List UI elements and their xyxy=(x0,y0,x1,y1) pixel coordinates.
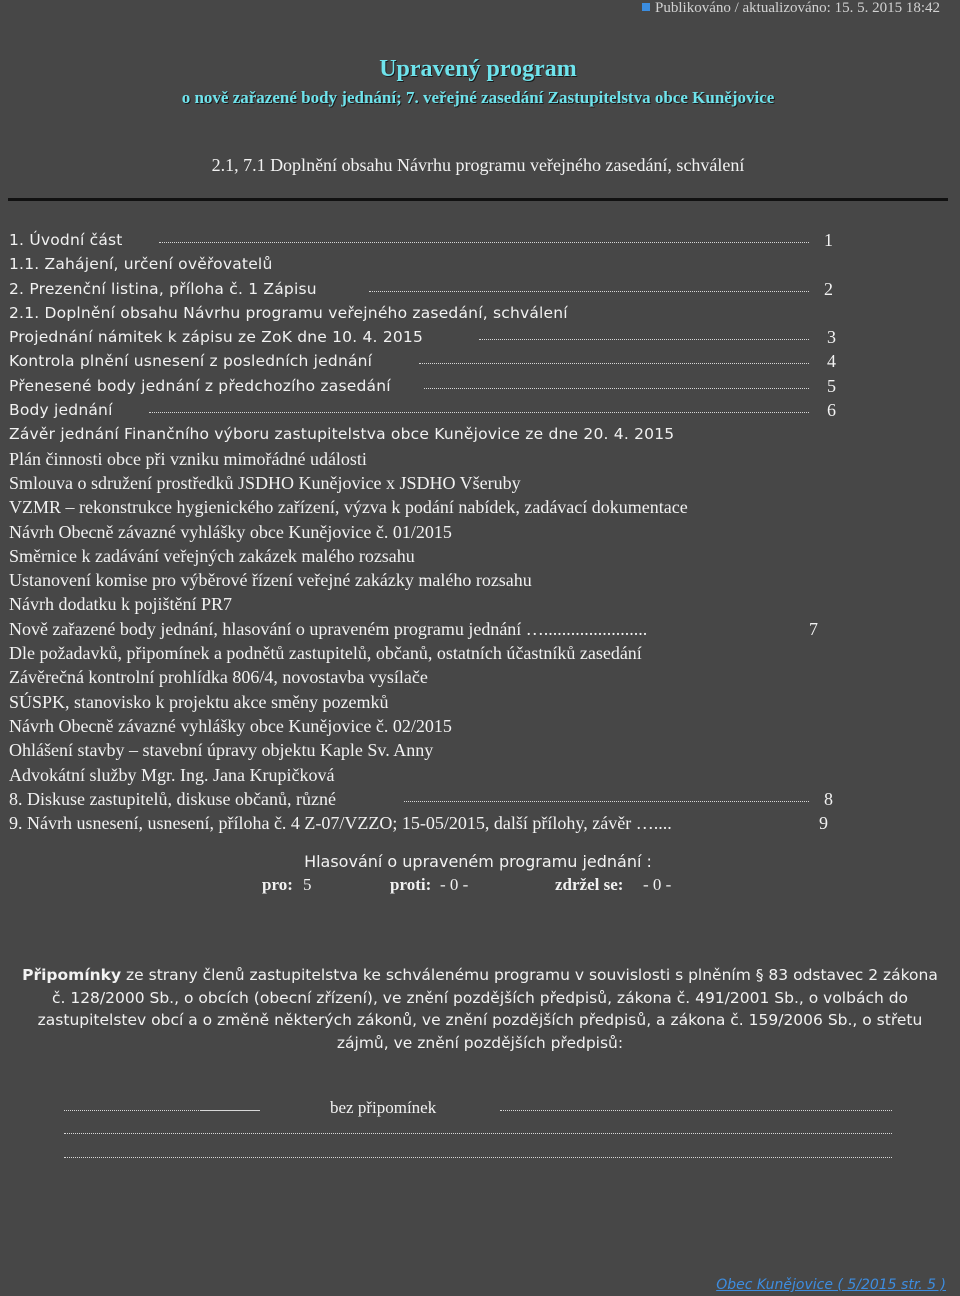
agenda-item xyxy=(9,252,939,276)
agenda-page-number: 2 xyxy=(824,278,834,299)
section-heading: 2.1, 7.1 Doplnění obsahu Návrhu programu veřejného zasedání, schválení xyxy=(211,155,745,175)
agenda-item-text: Ustanovení komise pro výběrové řízení veřejné zakázky malého rozsahu xyxy=(9,570,532,591)
agenda-item xyxy=(9,714,939,738)
leader-dots xyxy=(159,242,809,243)
agenda-item xyxy=(9,763,939,787)
agenda-item xyxy=(9,471,939,495)
solid-line xyxy=(200,1110,260,1111)
footer-link[interactable]: Obec Kunějovice ( 5/2015 str. 5 ) xyxy=(716,1277,946,1293)
agenda-item-text: Směrnice k zadávání veřejných zakázek malého rozsahu xyxy=(9,545,415,566)
agenda-item-text: Advokátní služby Mgr. Ing. Jana Krupičková xyxy=(9,764,335,785)
agenda-item-text: Závěrečná kontrolní prohlídka 806/4, novostavba vysílače xyxy=(9,667,428,688)
agenda-item xyxy=(9,374,939,398)
agenda-item-text: 1. Úvodní část xyxy=(9,231,123,249)
agenda-item-text: Přenesené body jednání z předchozího zasedání xyxy=(9,376,391,395)
agenda-page-number: 3 xyxy=(827,327,837,348)
agenda-item-text: Nově zařazené body jednání, hlasování o upraveném programu jednání …....................... xyxy=(9,618,648,639)
vote-proti-value: - 0 - xyxy=(440,875,469,894)
agenda-item xyxy=(9,690,939,714)
no-comments-text: bez připomínek xyxy=(330,1098,437,1117)
agenda-list xyxy=(9,228,939,835)
agenda-item-text: 2.1. Doplnění obsahu Návrhu programu veřejného zasedání, schválení xyxy=(9,303,568,322)
comments-text: ze strany členů zastupitelstva ke schválenému programu v souvislosti s plněním § 83 odstavec 2 zákona č. 128/2000 Sb., o obcích (obecní zřízení), ve znění pozdějších předpisů, zákona č. 491/2001 Sb., o volbách do zastupitelstev obcí a o změně některých zákonů, ve znění pozdějších předpisů, a zákona č. 159/2006 Sb., o střetu zájmů, ve znění pozdějších předpisů: xyxy=(37,966,938,1052)
agenda-item-text: Závěr jednání Finančního výboru zastupitelstva obce Kunějovice ze dne 20. 4. 2015 xyxy=(9,425,675,444)
agenda-item xyxy=(9,641,939,665)
agenda-item-text: VZMR – rekonstrukce hygienického zařízení, výzva k podání nabídek, zadávací dokumentace xyxy=(9,497,688,518)
agenda-item xyxy=(9,738,939,762)
page-title: Upravený program xyxy=(379,56,577,82)
agenda-item xyxy=(9,301,939,325)
agenda-item-text: Návrh Obecně závazné vyhlášky obce Kunějovice č. 01/2015 xyxy=(9,521,452,542)
agenda-item xyxy=(9,398,939,422)
agenda-page-number: 4 xyxy=(827,351,837,372)
agenda-item-text: Body jednání xyxy=(9,401,113,420)
agenda-item-text: Dle požadavků, připomínek a podnětů zastupitelů, občanů, ostatních účastníků zasedání xyxy=(9,643,642,664)
vote-pro-label: pro: xyxy=(262,875,293,894)
divider xyxy=(8,198,948,201)
leader-dots xyxy=(404,801,809,802)
publication-date xyxy=(642,0,940,17)
agenda-item xyxy=(9,592,939,616)
vote-proti-label: proti: xyxy=(390,875,432,894)
vote-title: Hlasování o upraveném programu jednání : xyxy=(304,852,652,871)
dotted-line xyxy=(500,1110,892,1111)
leader-dots xyxy=(419,363,809,364)
agenda-item xyxy=(9,811,939,835)
dotted-line xyxy=(64,1157,892,1158)
page-subtitle: o nově zařazené body jednání; 7. veřejné zasedání Zastupitelstva obce Kunějovice xyxy=(181,88,775,107)
square-icon xyxy=(642,3,650,11)
agenda-item xyxy=(9,544,939,568)
agenda-item-text: Projednání námitek k zápisu ze ZoK dne 10. 4. 2015 xyxy=(9,328,424,347)
agenda-item-text: Smlouva o sdružení prostředků JSDHO Kunějovice x JSDHO Všeruby xyxy=(9,472,521,493)
agenda-item-text: Návrh dodatku k pojištění PR7 xyxy=(9,594,232,615)
agenda-item-text: 8. Diskuse zastupitelů, diskuse občanů, různé xyxy=(9,788,336,809)
leader-dots xyxy=(424,388,809,389)
leader-dots xyxy=(479,339,809,340)
agenda-item-text: Ohlášení stavby – stavební úpravy objektu Kaple Sv. Anny xyxy=(9,740,434,761)
agenda-item xyxy=(9,349,939,373)
comments-paragraph xyxy=(20,964,940,1054)
agenda-item-text: Návrh Obecně závazné vyhlášky obce Kunějovice č. 02/2015 xyxy=(9,715,452,736)
publication-date-text: Publikováno / aktualizováno: 15. 5. 2015 18:42 xyxy=(655,0,940,16)
agenda-item xyxy=(9,787,939,811)
agenda-item xyxy=(9,520,939,544)
agenda-item xyxy=(9,495,939,519)
vote-zdrzel-label: zdržel se: xyxy=(555,875,624,894)
agenda-item xyxy=(9,277,939,301)
agenda-item xyxy=(9,617,939,641)
agenda-item xyxy=(9,422,939,446)
agenda-item-text: 1.1. Zahájení, určení ověřovatelů xyxy=(9,255,273,274)
agenda-item-text: 2. Prezenční listina, příloha č. 1 Zápisu xyxy=(9,279,317,298)
agenda-item-text: 9. Návrh usnesení, usnesení, příloha č. 4 Z-07/VZZO; 15-05/2015, další přílohy, závěr ….... xyxy=(9,813,672,834)
agenda-item xyxy=(9,665,939,689)
agenda-page-number: 8 xyxy=(824,788,833,809)
agenda-item-text: Plán činnosti obce při vzniku mimořádné události xyxy=(9,448,367,469)
agenda-item xyxy=(9,228,939,252)
agenda-page-number: 9 xyxy=(819,813,828,834)
agenda-item xyxy=(9,447,939,471)
leader-dots xyxy=(149,412,809,413)
dotted-line xyxy=(64,1133,892,1134)
agenda-page-number: 1 xyxy=(824,230,834,250)
vote-pro-value: 5 xyxy=(303,875,312,894)
leader-dots xyxy=(369,291,809,292)
agenda-item-text: SÚSPK, stanovisko k projektu akce směny pozemků xyxy=(9,691,389,712)
agenda-item-text: Kontrola plnění usnesení z posledních jednání xyxy=(9,352,373,371)
agenda-item xyxy=(9,568,939,592)
vote-zdrzel-value: - 0 - xyxy=(643,875,672,894)
agenda-page-number: 7 xyxy=(809,618,818,639)
comments-bold: Připomínky xyxy=(22,966,122,984)
agenda-page-number: 5 xyxy=(827,375,837,396)
agenda-item xyxy=(9,325,939,349)
agenda-page-number: 6 xyxy=(827,400,837,421)
